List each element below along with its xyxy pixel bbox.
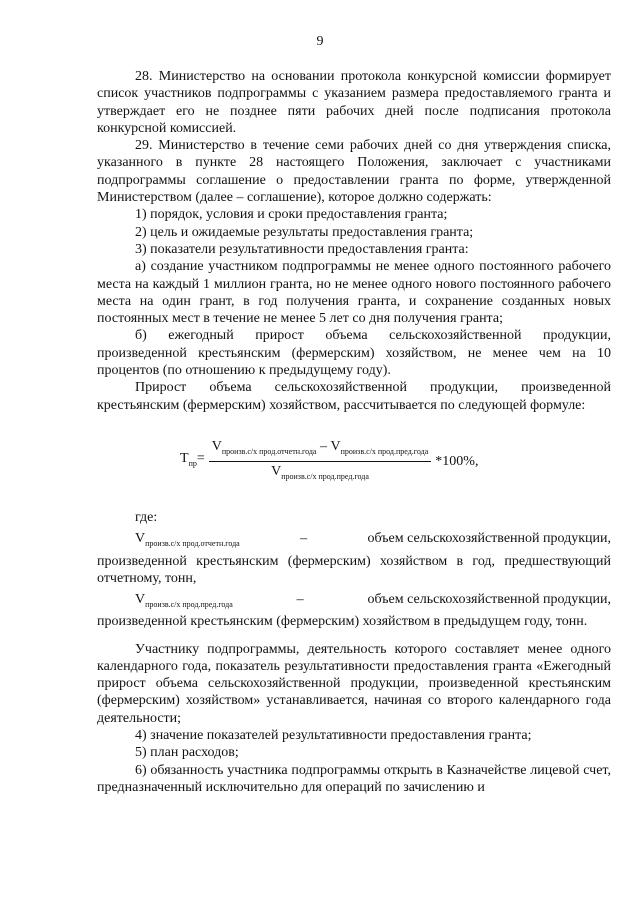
definition-previous-year: $V_{произв.с/х прод.пред.года}$ – объем сельскохозяйственной продукции, произведенной крестьянским (фермерским) хозяйством в предыдущем году, тонн.	[97, 592, 611, 630]
list-item-3: 3) показатели результативности предоставления гранта:	[135, 241, 469, 257]
page-number: 9	[316, 34, 324, 49]
definition-current-year: $V_{произв.с/х прод.отчетн.года}$ – объем сельскохозяйственной продукции, произведенной крестьянским (фермерским) хозяйством в год, предшествующий отчетному, тонн,	[97, 531, 611, 586]
paragraph-28: 28. Министерство на основании протокола конкурсной комиссии формирует список участников подпрограммы с указанием размера предоставляемого гранта и утверждает его не позднее пяти рабочих дней после подписания протокола конкурсной комиссией.	[97, 69, 611, 136]
where-label: где:	[135, 510, 158, 526]
paragraph-29: 29. Министерство в течение семи рабочих дней со дня утверждения списка, указанного в пункте 28 настоящего Положения, заключает с участниками подпрограммы соглашение о предоставлении гранта по форме, утвержденной Министерством (далее – соглашение), которое должно содержать:	[97, 138, 611, 206]
formula-fraction	[209, 438, 432, 485]
formula-denominator: $V_{произв.с/х прод.пред.года}$	[271, 464, 369, 481]
list-item-5: 5) план расходов;	[135, 745, 239, 761]
formula-tail: *100%,	[435, 453, 479, 469]
paragraph-first-year-participant: Участнику подпрограммы, деятельность которого составляет менее одного календарного года, показатель результативности предоставления гранта «Ежегодный прирост объема сельскохозяйственной продукции, произведенной крестьянским (фермерским) хозяйством» устанавливается, начиная со второго календарного года деятельности;	[97, 641, 611, 726]
list-item-3a: а) создание участником подпрограммы не менее одного постоянного рабочего места на каждый 1 миллион гранта, но не менее одного нового постоянного рабочего места на один грант, в год получения гранта, и сохранение созданных новых постоянных мест в течение не менее 5 лет со дня получения гранта;	[97, 259, 611, 327]
growth-formula	[180, 438, 611, 485]
list-item-6: 6) обязанность участника подпрограммы открыть в Казначействе лицевой счет, предназначенный исключительно для операций по зачислению и	[97, 762, 611, 795]
growth-paragraph: Прирост объема сельскохозяйственной продукции, произведенной крестьянским (фермерским) хозяйством, рассчитывается по следующей формуле:	[97, 380, 611, 413]
formula-numerator: $V_{произв.с/х прод.отчетн.года} - V_{произв.с/х прод.пред.года}$	[209, 438, 432, 462]
formula-lhs: $T_{пр}=$	[180, 451, 205, 469]
list-item-4: 4) значение показателей результативности предоставления гранта;	[135, 727, 532, 743]
document-body	[97, 68, 611, 796]
list-item-1: 1) порядок, условия и сроки предоставления гранта;	[135, 207, 448, 223]
list-item-2: 2) цель и ожидаемые результаты предоставления гранта;	[135, 224, 474, 240]
list-item-3b: б) ежегодный прирост объема сельскохозяйственной продукции, произведенной крестьянским (фермерским) хозяйством, не менее чем на 10 процентов (по отношению к предыдущему году).	[97, 328, 611, 379]
